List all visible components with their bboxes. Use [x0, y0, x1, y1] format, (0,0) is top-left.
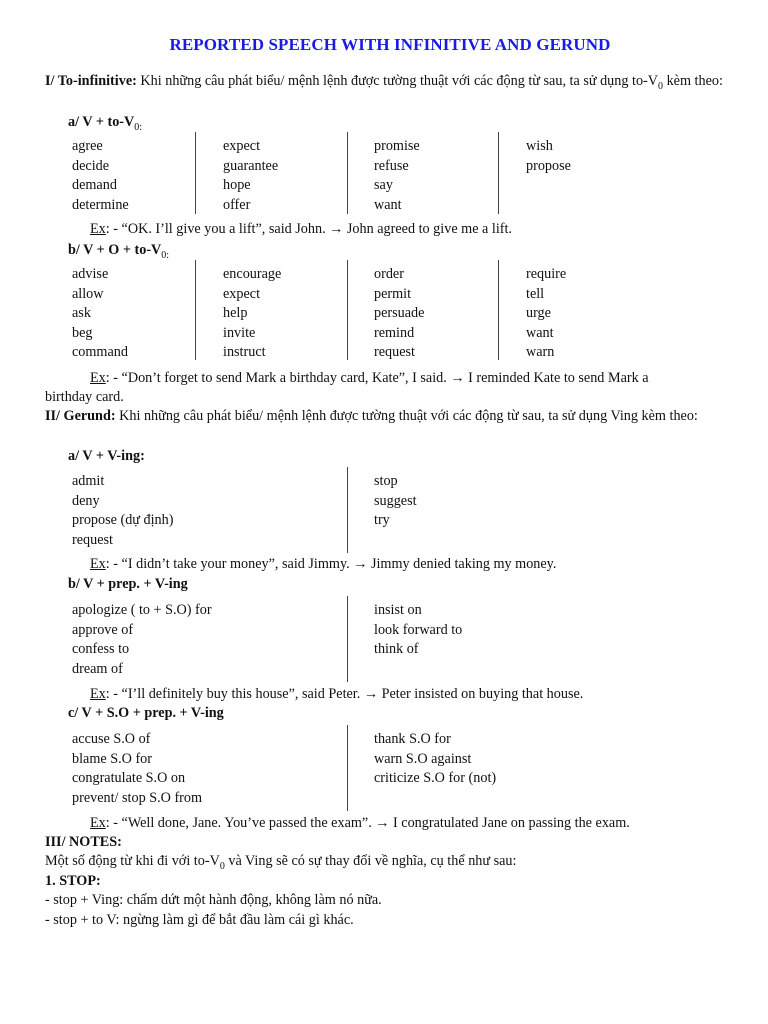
verb-item: deny: [72, 492, 100, 509]
verb-item: admit: [72, 473, 105, 489]
verb-item: want: [526, 324, 554, 341]
verb-item: warn S.O against: [374, 750, 472, 767]
example-text: : - “Well done, Jane. You’ve passed the exam”. → I congratulated Jane on passing the exam.: [105, 815, 630, 831]
example-text: : - “I’ll definitely buy this house”, said Peter. → Peter insisted on buying that house.: [105, 686, 584, 702]
column-divider: [347, 467, 348, 553]
verb-item: say: [374, 177, 393, 193]
verb-item: tell: [526, 285, 545, 302]
verb-item: try: [374, 512, 390, 528]
stop-heading: 1. STOP:: [45, 873, 101, 889]
column-divider: [498, 132, 499, 214]
verb-item: criticize S.O for (not): [374, 770, 497, 786]
part2-a-example: [90, 555, 556, 574]
verb-item: approve of: [72, 621, 134, 638]
verb-item: suggest: [374, 492, 417, 509]
part1-b-label: [68, 241, 169, 265]
part2-c-label: c/ V + S.O + prep. + V-ing: [68, 705, 224, 721]
verb-item: confess to: [72, 641, 130, 657]
part1-b-label-text: b/ V + O + to-V: [68, 242, 162, 258]
stop-note-item: - stop + Ving: chấm dứt một hành động, không làm nó nữa.: [45, 892, 382, 908]
verb-item: request: [374, 344, 415, 360]
column-divider: [347, 725, 348, 811]
verb-item: allow: [72, 285, 104, 302]
example-text: : - “Don’t forget to send Mark a birthday card, Kate”, I said. → I reminded Kate to send Mark a: [105, 370, 649, 386]
part2-a-label: a/ V + V-ing:: [68, 448, 145, 464]
verb-item: beg: [72, 324, 93, 341]
verb-item: urge: [526, 305, 551, 321]
part1-intro-sub: 0: [658, 80, 664, 92]
verb-item: guarantee: [223, 157, 279, 174]
verb-item: instruct: [223, 344, 266, 360]
part2-b-example: [90, 685, 583, 704]
column-divider: [347, 596, 348, 682]
part1-a-example: [90, 220, 512, 239]
verb-item: look forward to: [374, 621, 463, 638]
example-label: Ex: [90, 221, 106, 237]
verb-item: remind: [374, 324, 415, 341]
verb-item: offer: [223, 196, 251, 213]
part1-intro: [45, 72, 735, 96]
verb-item: order: [374, 266, 404, 282]
verb-item: demand: [72, 177, 117, 193]
part2-heading: II/ Gerund:: [45, 408, 116, 424]
column-divider: [498, 260, 499, 360]
part3-intro: [45, 852, 516, 876]
verb-item: advise: [72, 266, 109, 282]
part1-b-label-sub: 0:: [161, 249, 170, 261]
verb-item: invite: [223, 324, 256, 341]
part3-intro-text: Một số động từ khi đi với to-V: [45, 853, 220, 869]
verb-item: propose (dự định): [72, 512, 174, 528]
verb-item: apologize ( to + S.O) for: [72, 602, 212, 618]
part2-intro-text: Khi những câu phát biểu/ mệnh lệnh được tường thuật với các động từ sau, ta sử dụng Ving kèm theo:: [115, 408, 698, 424]
column-divider: [195, 132, 196, 214]
verb-item: prevent/ stop S.O from: [72, 789, 203, 806]
verb-item: stop: [374, 473, 398, 489]
verb-item: want: [374, 196, 402, 213]
example-label: Ex: [90, 686, 106, 702]
verb-item: help: [223, 305, 248, 321]
verb-item: persuade: [374, 305, 425, 321]
part1-heading: I/ To-infinitive:: [45, 73, 137, 89]
example-label: Ex: [90, 556, 106, 572]
verb-item: command: [72, 344, 128, 360]
verb-item: thank S.O for: [374, 731, 451, 747]
example-text: : - “I didn’t take your money”, said Jimmy. → Jimmy denied taking my money.: [105, 556, 557, 572]
part2-b-label: b/ V + prep. + V-ing: [68, 576, 188, 592]
part3-heading: III/ NOTES:: [45, 834, 122, 850]
column-divider: [347, 260, 348, 360]
part1-a-label: [68, 113, 142, 137]
part3-intro-text-end: và Ving sẽ có sự thay đổi về nghĩa, cụ thể như sau:: [224, 853, 517, 869]
verb-item: request: [72, 531, 113, 548]
verb-item: expect: [223, 285, 261, 302]
verb-item: wish: [526, 138, 553, 154]
example-label: Ex: [90, 815, 106, 831]
stop-note-item: - stop + to V: ngừng làm gì để bắt đầu làm cái gì khác.: [45, 912, 354, 928]
verb-item: propose: [526, 157, 571, 174]
example-text: : - “OK. I’ll give you a lift”, said John. → John agreed to give me a lift.: [105, 221, 512, 237]
part1-intro-text-end: kèm theo:: [663, 73, 723, 89]
part1-a-label-text: a/ V + to-V: [68, 114, 135, 130]
verb-item: promise: [374, 138, 420, 154]
verb-item: think of: [374, 641, 419, 657]
document-title: REPORTED SPEECH WITH INFINITIVE AND GERUND: [169, 35, 611, 54]
verb-item: refuse: [374, 157, 409, 174]
column-divider: [347, 132, 348, 214]
verb-item: permit: [374, 285, 412, 302]
part1-b-example: [90, 369, 649, 388]
verb-item: hope: [223, 177, 251, 193]
part3-intro-sub: 0: [219, 860, 225, 872]
column-divider: [195, 260, 196, 360]
part1-b-example-cont: birthday card.: [45, 389, 124, 405]
verb-item: determine: [72, 196, 129, 213]
part1-a-label-sub: 0:: [134, 121, 143, 133]
example-label: Ex: [90, 370, 106, 386]
verb-item: dream of: [72, 660, 123, 677]
part1-intro-text: Khi những câu phát biểu/ mệnh lệnh được tường thuật với các động từ sau, ta sử dụng to-V: [136, 73, 659, 89]
verb-item: agree: [72, 138, 103, 154]
verb-item: blame S.O for: [72, 750, 152, 767]
verb-item: ask: [72, 305, 91, 321]
part2-c-example: [90, 814, 630, 833]
verb-item: decide: [72, 157, 110, 174]
verb-item: warn: [526, 344, 555, 360]
verb-item: expect: [223, 138, 261, 154]
verb-item: insist on: [374, 602, 422, 618]
verb-item: require: [526, 266, 567, 282]
verb-item: accuse S.O of: [72, 731, 151, 747]
verb-item: encourage: [223, 266, 282, 282]
part2-intro: [45, 407, 735, 427]
verb-item: congratulate S.O on: [72, 770, 186, 786]
